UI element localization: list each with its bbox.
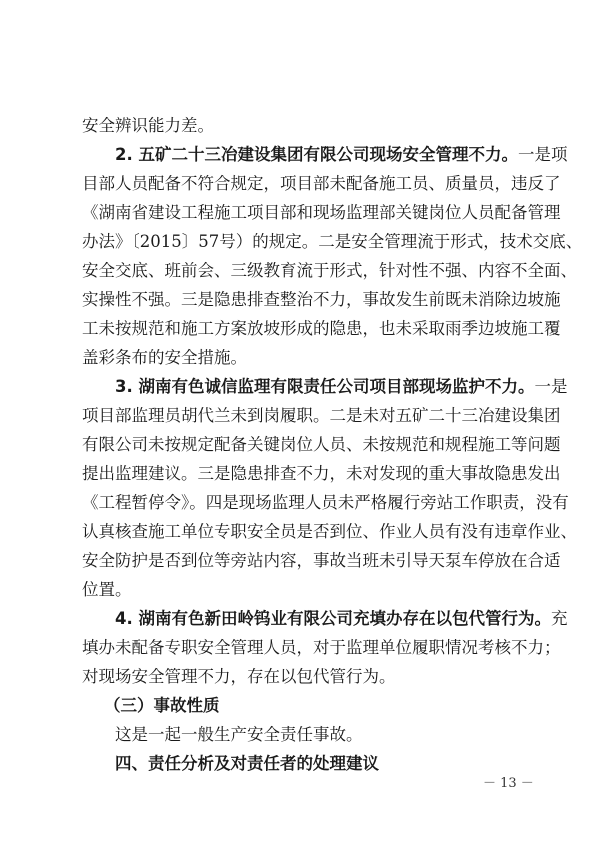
paragraph-line: 认真核查施工单位专职安全员是否到位、作业人员有没有违章作业、 (82, 522, 577, 541)
paragraph-line: 《湖南省建设工程施工项目部和现场监理部关键岗位人员配备管理 (82, 203, 561, 222)
paragraph-heading-line (115, 145, 568, 165)
paragraph-line: 办法》〔2015〕57号）的规定。二是安全管理流于形式，技术交底、 (82, 232, 583, 251)
paragraph-line: 安全防护是否到位等旁站内容，事故当班未引导天泵车停放在合适 (82, 551, 561, 570)
paragraph-line: 位置。 (82, 580, 132, 599)
paragraph-heading-line (115, 377, 568, 397)
paragraph-text: 一是项 (518, 145, 568, 164)
paragraph-line: 填办未配备专职安全管理人员，对于监理单位履职情况考核不力； (82, 638, 561, 657)
item-3-heading: 3. 湖南有色诚信监理有限责任公司项目部现场监护不力。 (115, 377, 535, 396)
section-4-heading: 四、责任分析及对责任者的处理建议 (115, 754, 379, 773)
paragraph-line: 盖彩条布的安全措施。 (82, 348, 247, 367)
paragraph-line: 项目部监理员胡代兰未到岗履职。二是未对五矿二十三冶建设集团 (82, 406, 561, 425)
paragraph-line: 工未按规范和施工方案放坡形成的隐患，也未采取雨季边坡施工覆 (82, 319, 561, 338)
paragraph-line: 对现场安全管理不力，存在以包代管行为。 (82, 667, 396, 686)
paragraph-text: 充 (551, 609, 568, 628)
paragraph-heading-line (115, 609, 568, 629)
page-number: － 13 － (483, 776, 534, 791)
paragraph-line: 《工程暂停令》。四是现场监理人员未严格履行旁站工作职责，没有 (82, 493, 569, 512)
paragraph-line: 安全辨识能力差。 (82, 116, 214, 135)
item-4-heading: 4. 湖南有色新田岭钨业有限公司充填办存在以包代管行为。 (115, 609, 551, 628)
paragraph-line: 有限公司未按规定配备关键岗位人员、未按规范和规程施工等问题 (82, 435, 561, 454)
section-3-text: 这是一起一般生产安全责任事故。 (115, 725, 363, 744)
paragraph-line: 目部人员配备不符合规定，项目部未配备施工员、质量员，违反了 (82, 174, 561, 193)
paragraph-text: 一是 (534, 377, 568, 396)
paragraph-line: 实操性不强。三是隐患排查整治不力，事故发生前既未消除边坡施 (82, 290, 561, 309)
item-2-heading: 2. 五矿二十三冶建设集团有限公司现场安全管理不力。 (115, 145, 518, 164)
paragraph-line: 提出监理建议。三是隐患排查不力，未对发现的重大事故隐患发出 (82, 464, 561, 483)
section-3-heading: （三）事故性质 (104, 696, 220, 715)
paragraph-line: 安全交底、班前会、三级教育流于形式，针对性不强、内容不全面、 (82, 261, 577, 280)
